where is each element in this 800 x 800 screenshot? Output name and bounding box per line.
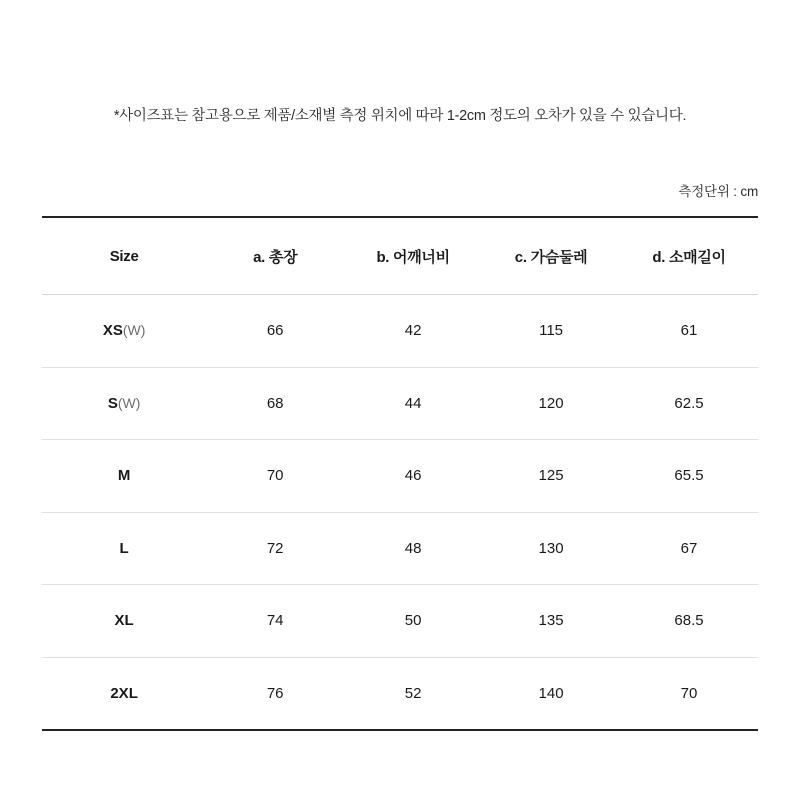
column-header-size	[42, 217, 206, 295]
cell-chest: 135	[482, 585, 620, 658]
row-size-label	[42, 440, 206, 513]
size-table-container	[42, 216, 758, 731]
measurement-unit-label: 측정단위 : cm	[678, 184, 758, 199]
cell-length: 72	[206, 512, 344, 585]
cell-length: 74	[206, 585, 344, 658]
size-name: L	[119, 539, 129, 557]
size-name: 2XL	[110, 684, 138, 702]
cell-length: 66	[206, 295, 344, 368]
size-name: S	[107, 394, 118, 412]
column-header-sleeve-prefix: d.	[652, 248, 666, 266]
table-row	[42, 295, 758, 368]
column-header-shoulder-prefix: b.	[376, 248, 390, 266]
cell-sleeve: 61	[620, 295, 758, 368]
column-header-chest-prefix: c.	[514, 248, 527, 266]
size-table-head	[42, 217, 758, 295]
size-table	[42, 216, 758, 731]
column-header-shoulder	[344, 217, 482, 295]
row-size-label	[42, 367, 206, 440]
size-name: XL	[114, 612, 134, 630]
cell-shoulder: 48	[344, 512, 482, 585]
column-header-size-label: Size	[109, 247, 139, 265]
table-row	[42, 367, 758, 440]
cell-length: 68	[206, 367, 344, 440]
row-size-label	[42, 585, 206, 658]
cell-length: 70	[206, 440, 344, 513]
table-row	[42, 440, 758, 513]
table-row	[42, 585, 758, 658]
column-header-length-label: 총장	[268, 248, 298, 266]
column-header-chest	[482, 217, 620, 295]
cell-chest: 120	[482, 367, 620, 440]
cell-sleeve: 67	[620, 512, 758, 585]
cell-sleeve: 65.5	[620, 440, 758, 513]
size-name: M	[117, 467, 131, 485]
cell-chest: 130	[482, 512, 620, 585]
size-table-body	[42, 295, 758, 731]
cell-length: 76	[206, 657, 344, 730]
cell-shoulder: 50	[344, 585, 482, 658]
cell-chest: 140	[482, 657, 620, 730]
column-header-length	[206, 217, 344, 295]
table-row	[42, 512, 758, 585]
column-header-sleeve-label: 소매길이	[668, 248, 726, 266]
column-header-sleeve	[620, 217, 758, 295]
measurement-notice: *사이즈표는 참고용으로 제품/소재별 측정 위치에 따라 1-2cm 정도의 오차가 있을 수 있습니다.	[113, 108, 687, 124]
column-header-shoulder-label: 어깨너비	[393, 248, 450, 266]
row-size-label	[42, 295, 206, 368]
table-header-row	[42, 217, 758, 295]
cell-sleeve: 62.5	[620, 367, 758, 440]
cell-chest: 125	[482, 440, 620, 513]
size-suffix: (W)	[122, 322, 146, 339]
cell-sleeve: 70	[620, 657, 758, 730]
cell-shoulder: 44	[344, 367, 482, 440]
cell-shoulder: 42	[344, 295, 482, 368]
cell-sleeve: 68.5	[620, 585, 758, 658]
size-name: XS	[102, 322, 123, 340]
size-suffix: (W)	[117, 394, 141, 411]
column-header-length-prefix: a.	[253, 248, 266, 266]
cell-chest: 115	[482, 295, 620, 368]
table-row	[42, 657, 758, 730]
row-size-label	[42, 512, 206, 585]
column-header-chest-label: 가슴둘레	[530, 248, 588, 266]
cell-shoulder: 52	[344, 657, 482, 730]
row-size-label	[42, 657, 206, 730]
cell-shoulder: 46	[344, 440, 482, 513]
